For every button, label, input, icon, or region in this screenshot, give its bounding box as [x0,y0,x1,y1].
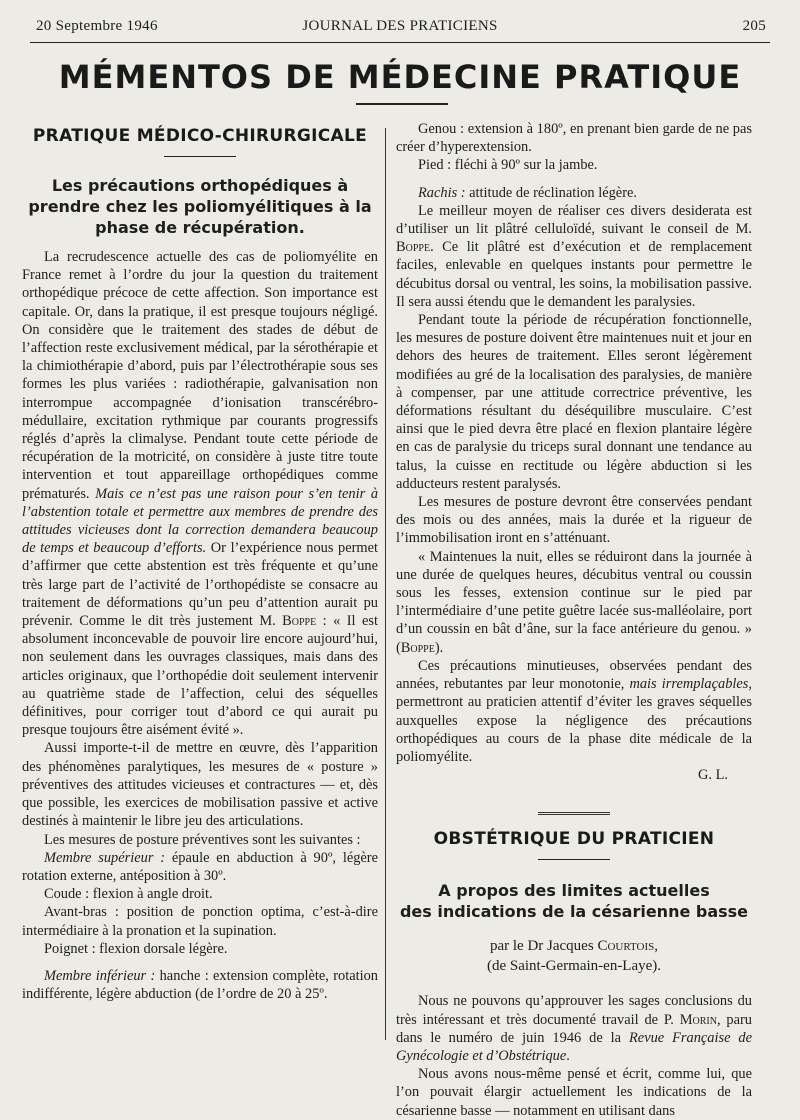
author-name: Boppe [396,239,431,256]
author-name: Courtois [597,938,655,955]
emphasis: Mais ce n’est pas une raison pour s’en tenir à l’abstention totale et permettre aux membres de prendre des attitudes vicieuses dont la correction demandera beaucoup de temps et beaucoup d’efforts. [22,485,379,557]
posture-item: Rachis : attitude de réclination légère. [418,184,637,201]
paragraph: Ces précautions minutieuses, observées pendant des années, rebutantes par leur monotonie, mais irremplaçables, permettront au praticien attentif d’éviter les graves séquelles auxquelles expose la négligence des précautions orthopédiques au cours de la phase dite médicale de la poliomyélite. [396,657,752,765]
posture-item: Membre supérieur : épaule en abduction à 90º, légère rotation externe, antéposition à 30º. [22,849,378,884]
section-rule [164,156,236,157]
author-name: Boppe [400,639,435,656]
column-divider [385,128,386,1040]
article-title-cesarienne: A propos des limites actuelles des indications de la césarienne basse [399,881,749,922]
page-title: MÉMENTOS DE MÉDECINE PRATIQUE [58,58,742,96]
header-journal-name: JOURNAL DES PRATICIENS [302,18,498,34]
paragraph: La recrudescence actuelle des cas de poliomyélite en France remet à l’ordre du jour la question du traitement orthopédique précoce de cette affection. Son importance est capitale. Or, dans la pratique, il est presque toujours négligé. On considère que le traitement des stades de début de l’affection reste exclusivement médical, par la sérothérapie et la chimiothérapie d’abord, puis par l’électrothérapie sous ses formes les plus variées : radiothérapie, galvanisation non interrompue accompagnée d’ionisation transcérébro-médullaire, excitation rythmique par courants progressifs réglés d’après la climalyse. Pendant toute cette période de récupération de la motricité, on considère à juste titre toute intervention et tout appareillage orthopédiques comme prématurés. Mais ce n’est pas une raison pour s’en tenir à l’abstention totale et permettre aux membres de prendre des attitudes vicieuses dont la correction demandera beaucoup de temps et beaucoup d’efforts. Or l’expérience nous permet d’affirmer que cette abstention est très fréquente et qu’une très large part de l’activité de l’orthopédiste se consacre au traitement de déformations qu’un peu d’attention aurait pu prévenir. Comme le dit très justement M. Boppe : « Il est absolument inconcevable de pouvoir lire encore aujourd’hui, non seulement dans les ouvrages classiques, mais dans des articles originaux, que l’orthopédie doit seulement intervenir au quatrième stade de l’affection, celui des séquelles définitives, pour corriger tout d’abord ce qui aurait pu presque toujours être aisément évité ». [22,249,379,739]
section-heading-medico-chirurgicale: PRATIQUE MÉDICO-CHIRURGICALE [32,126,368,146]
header-date: 20 Septembre 1946 [36,18,158,34]
posture-item: Membre inférieur : hanche : extension complète, rotation indifférente, légère abduction (de l’ordre de 20 à 25º. [22,967,378,1003]
paragraph: Les mesures de posture préventives sont les suivantes : [44,831,361,848]
section-divider [538,812,610,815]
paragraph: Nous ne pouvons qu’approuver les sages conclusions du très intéressant et très documenté travail de P. Morin, paru dans le numéro de juin 1946 de la Revue Française de Gynécologie et d’Obstétrique. [396,993,752,1064]
posture-item: Coude : flexion à angle droit. [44,886,213,903]
header-page-number: 205 [742,18,766,34]
journal-title: Revue Française de Gynécologie et d’Obstétrique [396,1029,752,1064]
section-heading-obstetrique: OBSTÉTRIQUE DU PRATICIEN [433,829,715,850]
section-rule [538,859,610,860]
article-body-right [396,120,752,784]
signature: G. L. [698,767,728,784]
posture-item: Pied : fléchi à 90º sur la jambe. [418,157,598,174]
article-title-poliomyelite: Les précautions orthopédiques à prendre chez les poliomyélitiques à la phase de récupération. [28,176,372,237]
running-header [30,14,770,43]
paragraph: Pendant toute la période de récupération fonctionnelle, les mesures de posture doivent être maintenues nuit et jour en dehors des heures de traitement. Elles seront légèrement modifiées au gré de la localisation des paralysies, de manière à compenser, par une attitude correctrice préventive, les déformations résultant du déséquilibre musculaire. C’est ainsi que le pied devra être placé en flexion plantaire légère en cas de paralysie du triceps sural donnant une tendance au talus, la cuisse en rectitude ou légère abduction si les adducteurs restent paralysés. [396,312,752,492]
article-body-cesarienne [396,992,752,1119]
posture-item: Genou : extension à 180º, en prenant bien garde de ne pas créer d’hyperextension. [396,121,752,156]
byline: par le Dr Jacques Courtois, (de Saint-Germain-en-Laye). [486,938,662,975]
paragraph: Nous avons nous-même pensé et écrit, comme lui, que l’on pouvait élargir actuellement les indications de la césarienne basse — notamment en utilisant dans [396,1066,752,1119]
author-name: Morin [679,1011,717,1028]
quotation: « Maintenues la nuit, elles se réduiront dans la journée à une durée de quelques heures, décubitus ventral ou coussin sous les fesses, extension continue sur le pied par l’intermédiaire d’une petite guêtre lacée sus-malléolaire, port d’un coussin en bât d’âne, sur la face antérieure du genou. » (Boppe). [396,548,752,656]
author-name: Boppe [282,613,317,630]
paragraph: Les mesures de posture devront être conservées pendant des mois ou des années, mais la durée et la rigueur de l’immobilisation iront en s’atténuant. [396,494,752,547]
paragraph: Le meilleur moyen de réaliser ces divers desiderata est d’utiliser un lit plâtré celluloïdé, suivant le conseil de M. Boppe. Ce lit plâtré est d’exécution et de remplacement faciles, enlevable en quelques instants pour permettre le décubitus dorsal ou ventral, les soins, la mobilisation passive. Il sera aussi étendu que le demandent les paralysies. [396,202,752,310]
emphasis: mais irremplaçables [629,676,749,693]
paragraph: Aussi importe-t-il de mettre en œuvre, dès l’apparition des phénomènes paralytiques, les mesures de « posture » préventives des attitudes vicieuses et contractures — et, dès que possible, les exercices de mobilisation passive et active destinés à maintenir le libre jeu des articulations. [22,740,378,830]
right-column [396,120,752,1120]
left-column [22,118,378,1003]
title-rule [356,103,448,105]
posture-item: Avant-bras : position de ponction optima, c’est-à-dire intermédiaire à la pronation et la supination. [22,904,378,939]
article-body-left [22,248,378,1003]
posture-item: Poignet : flexion dorsale légère. [44,940,228,957]
